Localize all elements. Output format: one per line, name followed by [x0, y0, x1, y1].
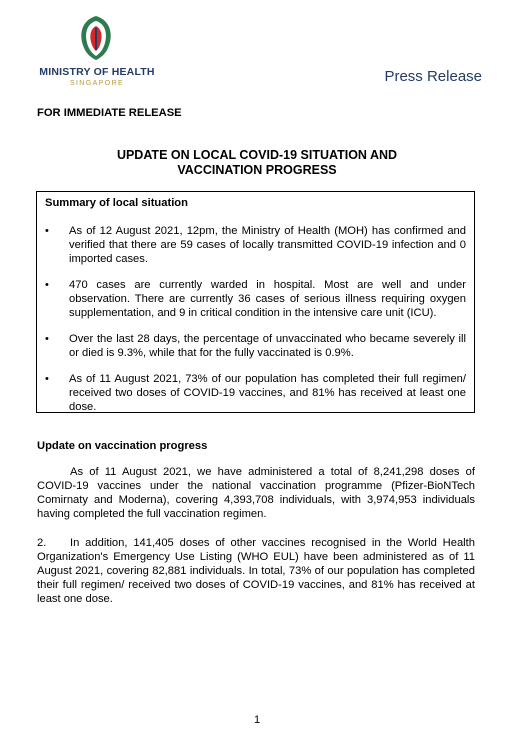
paragraph-text: In addition, 141,405 doses of other vaccines recognised in the World Health Organization's Emergency Use Listing (WHO EUL) have been administered as of 11 August 2021, covering 82,881 individuals. In total, 73% of our population has completed their full regimen/ received two doses of COVID-19 vaccines, and 81% has received at least one dose. [37, 537, 475, 605]
summary-bullet [41, 332, 466, 360]
bullet-icon: • [45, 279, 49, 291]
summary-bullet [41, 372, 466, 414]
orchid-logo-icon [76, 14, 116, 62]
vaccination-paragraph-1: As of 11 August 2021, we have administered a total of 8,241,298 doses of COVID-19 vaccines under the national vaccination programme (Pfizer-BioNTech Comirnaty and Moderna), covering 4,393,708 individuals, with 3,974,953 individuals having completed the full vaccination regimen. [37, 466, 475, 520]
ministry-country: SINGAPORE [69, 80, 125, 87]
ministry-name: MINISTRY OF HEALTH [39, 66, 155, 78]
press-release-label: Press Release [384, 68, 482, 85]
vaccination-paragraph-2 [37, 536, 475, 606]
paragraph-number: 2. [37, 537, 47, 549]
release-notice: FOR IMMEDIATE RELEASE [37, 107, 182, 119]
page-title [37, 148, 477, 178]
summary-title: Summary of local situation [45, 197, 188, 209]
title-line-2: VACCINATION PROGRESS [177, 163, 337, 177]
summary-bullets [41, 224, 466, 426]
bullet-icon: • [45, 373, 49, 385]
title-line-1: UPDATE ON LOCAL COVID-19 SITUATION AND [116, 148, 398, 162]
bullet-text: Over the last 28 days, the percentage of unvaccinated who became severely ill or died is 9.3%, while that for the fully vaccinated is 0.9%. [69, 333, 466, 359]
moh-logo [32, 14, 162, 94]
bullet-text: As of 12 August 2021, 12pm, the Ministry of Health (MOH) has confirmed and verified that there are 59 cases of locally transmitted COVID-19 infection and 0 imported cases. [69, 225, 466, 265]
bullet-icon: • [45, 225, 49, 237]
vaccination-heading: Update on vaccination progress [37, 440, 208, 452]
bullet-text: 470 cases are currently warded in hospital. Most are well and under observation. There are currently 36 cases of serious illness requiring oxygen supplementation, and 9 in critical condition in the intensive care unit (ICU). [69, 279, 466, 319]
summary-bullet [41, 278, 466, 320]
summary-bullet [41, 224, 466, 266]
page-number: 1 [253, 714, 261, 726]
summary-box [36, 191, 475, 413]
bullet-icon: • [45, 333, 49, 345]
bullet-text: As of 11 August 2021, 73% of our population has completed their full regimen/ received two doses of COVID-19 vaccines, and 81% has received at least one dose. [69, 373, 466, 413]
